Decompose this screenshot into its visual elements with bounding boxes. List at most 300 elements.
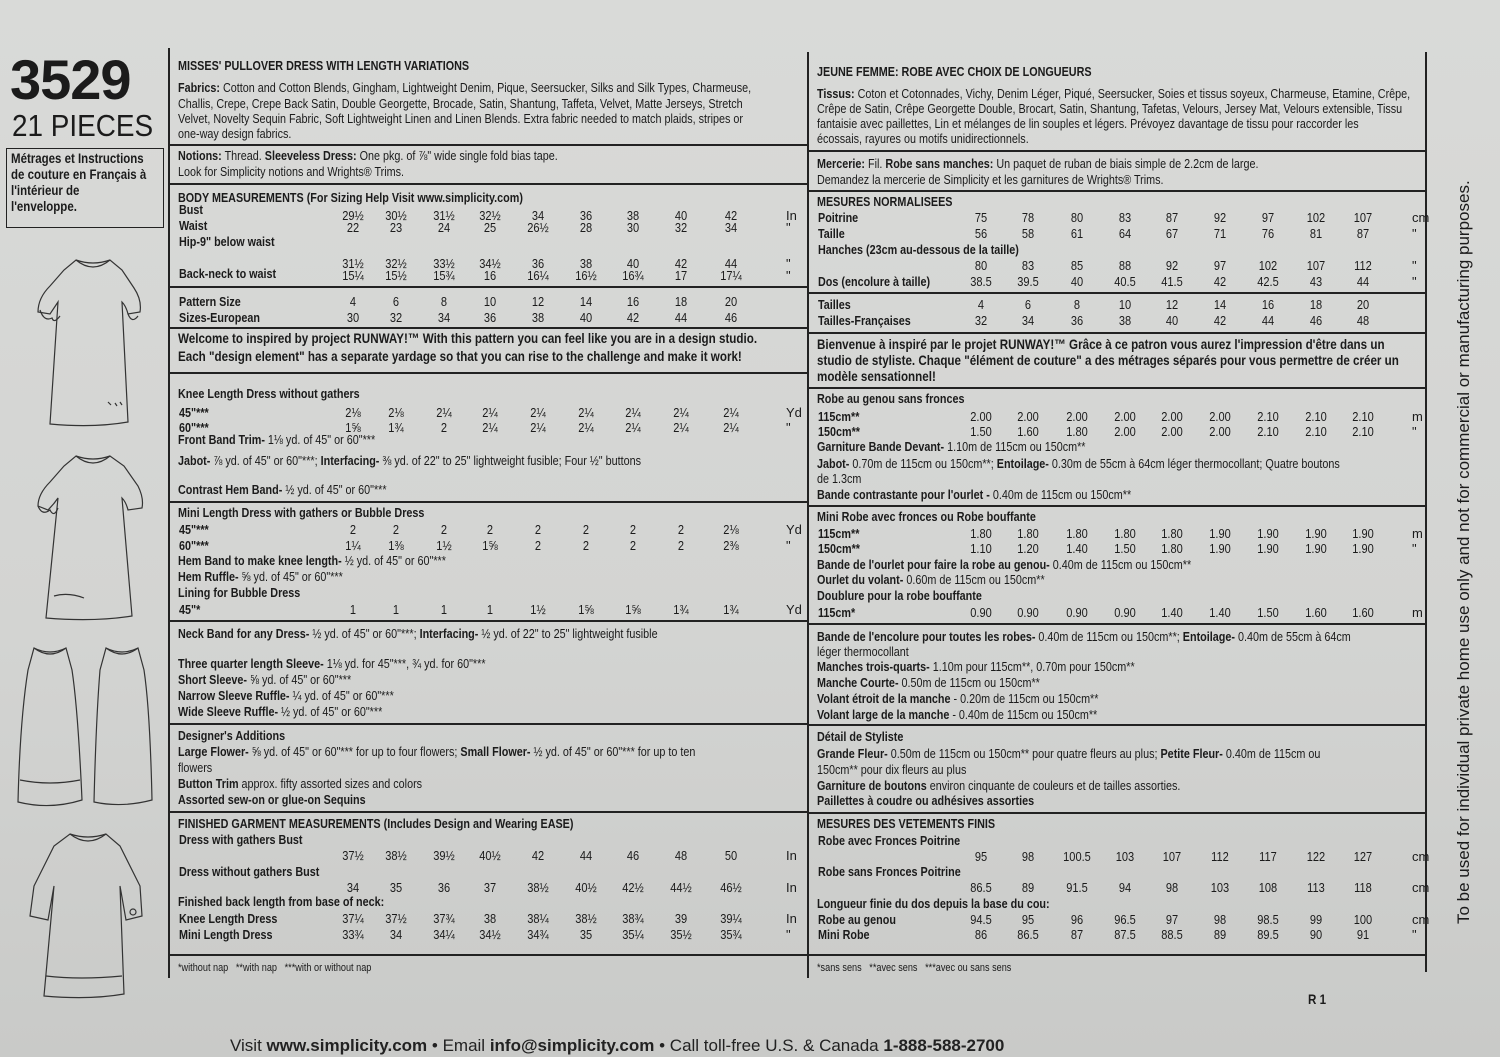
table-cell: 58 bbox=[1021, 226, 1035, 241]
table-cell: 2.00 bbox=[1209, 424, 1231, 439]
table-cell: 95 bbox=[1021, 912, 1035, 927]
table-cell: 1.50 bbox=[1257, 605, 1279, 620]
table-cell: 92 bbox=[1213, 210, 1227, 225]
row-label: 150cm** bbox=[818, 541, 861, 556]
french-footnote: *sans sens **avec sens ***avec ou sans sens bbox=[817, 962, 1012, 974]
designer-line: Button Trim approx. fifty assorted sizes and colors bbox=[178, 776, 423, 791]
table-cell: 6 bbox=[1024, 297, 1032, 312]
table-cell: 34 bbox=[437, 310, 451, 325]
row-label: Sizes-European bbox=[179, 310, 260, 325]
row-label: Dress with gathers Bust bbox=[179, 832, 303, 847]
table-cell: 1.90 bbox=[1209, 541, 1231, 556]
table-cell: 2.10 bbox=[1305, 424, 1327, 439]
bienvenue-text: studio de styliste. Chaque "élément de couture" a des métrages séparés pour vous permettre de créer un bbox=[817, 352, 1399, 368]
longueur-heading: Longueur finie du dos depuis la base du cou: bbox=[817, 896, 1050, 911]
table-cell: 14 bbox=[1213, 297, 1227, 312]
table-cell: 87.5 bbox=[1114, 927, 1136, 942]
table-cell: 16½ bbox=[575, 268, 597, 283]
divider bbox=[1425, 52, 1427, 972]
table-cell: 16 bbox=[1261, 297, 1275, 312]
table-cell: 2¼ bbox=[673, 405, 689, 420]
table-cell: 2.10 bbox=[1352, 409, 1374, 424]
manche-line: Volant large de la manche - 0.40m de 115cm ou 150cm** bbox=[817, 707, 1098, 722]
table-cell: 44 bbox=[1261, 313, 1275, 328]
table-cell: 2 bbox=[534, 522, 542, 537]
table-cell: 42 bbox=[1213, 313, 1227, 328]
table-cell: 16¾ bbox=[622, 268, 644, 283]
table-cell: 34 bbox=[724, 220, 738, 235]
welcome-text: Each "design element" has a separate yardage so that you can rise to the challenge and make it work! bbox=[178, 348, 742, 364]
table-cell: 2 bbox=[677, 522, 685, 537]
table-cell: 2 bbox=[629, 522, 637, 537]
encolure-text: Bande de l'encolure pour toutes les robes- 0.40m de 115cm ou 150cm**; Entoilage- 0.40m de 55cm à 64cm bbox=[817, 629, 1351, 644]
table-cell: 87 bbox=[1165, 210, 1179, 225]
table-cell: 2 bbox=[629, 538, 637, 553]
detail-line: Grande Fleur- 0.50m de 115cm ou 150cm** pour quatre fleurs au plus; Petite Fleur- 0.40m de 115cm ou bbox=[817, 746, 1321, 761]
row-label: Knee Length Dress bbox=[179, 911, 278, 926]
table-cell: 32½ bbox=[385, 256, 407, 271]
table-cell: 98 bbox=[1021, 849, 1035, 864]
bienvenue-text: modèle sensationnel! bbox=[817, 368, 936, 384]
unit-label: " bbox=[786, 420, 791, 435]
revision-code: R 1 bbox=[1308, 991, 1327, 1007]
divider bbox=[170, 286, 807, 288]
table-cell: 103 bbox=[1115, 849, 1135, 864]
tissus-text: écossais, rayures ou motifs unidirectionnels. bbox=[817, 131, 1029, 146]
detail-line: Paillettes à coudre ou adhésives assorties bbox=[817, 793, 1035, 808]
table-cell: 2¼ bbox=[625, 405, 641, 420]
phone-number[interactable]: 1-888-588-2700 bbox=[883, 1036, 1005, 1055]
table-cell: 25 bbox=[483, 220, 497, 235]
table-cell: 1.60 bbox=[1352, 605, 1374, 620]
table-cell: 40 bbox=[626, 256, 640, 271]
table-cell: 97 bbox=[1213, 258, 1227, 273]
fabrics-text: one-way design fabrics. bbox=[178, 126, 292, 141]
table-cell: 2.00 bbox=[1114, 409, 1136, 424]
table-cell: 1.80 bbox=[1066, 526, 1088, 541]
table-cell: 64 bbox=[1118, 226, 1132, 241]
table-cell: 38½ bbox=[575, 911, 597, 926]
table-cell: 88.5 bbox=[1161, 927, 1183, 942]
bande-contrastante-text: Bande contrastante pour l'ourlet - 0.40m de 115cm ou 150cm** bbox=[817, 487, 1132, 502]
table-cell: 1⅝ bbox=[482, 538, 498, 553]
table-cell: 1¾ bbox=[388, 420, 404, 435]
table-cell: 2 bbox=[534, 538, 542, 553]
genou-heading: Robe au genou sans fronces bbox=[817, 391, 965, 406]
unit-label: " bbox=[786, 927, 791, 942]
divider bbox=[809, 292, 1425, 294]
usage-restriction-note: To be used for individual private home use only and not for commercial or manufacturing purposes. bbox=[1454, 180, 1473, 924]
table-cell: 4 bbox=[977, 297, 985, 312]
table-cell: 67 bbox=[1165, 226, 1179, 241]
row-label: Hip-9" below waist bbox=[179, 234, 275, 249]
notions-text: Notions: Thread. Sleeveless Dress: One pkg. of ⅞" wide single fold bias tape. bbox=[178, 148, 558, 163]
unit-label: Yd bbox=[786, 522, 802, 537]
english-title: MISSES' PULLOVER DRESS WITH LENGTH VARIATIONS bbox=[178, 58, 470, 73]
table-cell: 98 bbox=[1213, 912, 1227, 927]
table-cell: 1.80 bbox=[1066, 424, 1088, 439]
table-cell: 38 bbox=[483, 911, 497, 926]
table-cell: 28 bbox=[579, 220, 593, 235]
encolure-text: léger thermocollant bbox=[817, 644, 909, 659]
table-cell: 100 bbox=[1353, 912, 1373, 927]
row-label: Robe au genou bbox=[818, 912, 896, 927]
table-cell: 38 bbox=[626, 208, 640, 223]
table-cell: 34½ bbox=[479, 256, 501, 271]
table-cell: 44½ bbox=[670, 880, 692, 895]
pieces-count: 21 PIECES bbox=[12, 108, 154, 143]
garniture-text: Garniture Bande Devant- 1.10m de 115cm ou 150cm** bbox=[817, 439, 1086, 454]
tissus-text: Tissus: Coton et Cotonnades, Vichy, Denim Léger, Piqué, Seersucker, Soies et tissus soyeux, Charmeuse, Etamine, Crêpe, bbox=[817, 86, 1411, 101]
table-cell: 8 bbox=[1073, 297, 1081, 312]
table-cell: 42 bbox=[674, 256, 688, 271]
table-cell: 2.00 bbox=[1114, 424, 1136, 439]
unit-label: Yd bbox=[786, 405, 802, 420]
table-cell: 36 bbox=[579, 208, 593, 223]
table-cell: 2.10 bbox=[1257, 409, 1279, 424]
row-label: 115cm** bbox=[818, 409, 860, 424]
table-cell: 92 bbox=[1165, 258, 1179, 273]
unit-label: m bbox=[1412, 526, 1423, 541]
table-cell: 1½ bbox=[530, 602, 546, 617]
pattern-number: 3529 bbox=[10, 48, 131, 111]
row-label: Robe avec Fronces Poitrine bbox=[818, 833, 961, 848]
table-cell: 112 bbox=[1354, 258, 1372, 273]
table-cell: 118 bbox=[1354, 880, 1372, 895]
table-cell: 2.10 bbox=[1257, 424, 1279, 439]
table-cell: 1.90 bbox=[1209, 526, 1231, 541]
table-cell: 39¼ bbox=[720, 911, 742, 926]
table-cell: 37¾ bbox=[433, 911, 455, 926]
table-cell: 108 bbox=[1258, 880, 1278, 895]
sleeve-line: Narrow Sleeve Ruffle- ¼ yd. of 45" or 60"*** bbox=[178, 688, 394, 703]
table-cell: 40 bbox=[1165, 313, 1179, 328]
table-cell: 33½ bbox=[433, 256, 455, 271]
ourlet-volant-text: Ourlet du volant- 0.60m de 115cm ou 150cm** bbox=[817, 572, 1045, 587]
dress-sketch-3 bbox=[10, 640, 165, 820]
table-cell: 22 bbox=[346, 220, 360, 235]
table-cell: 23 bbox=[389, 220, 403, 235]
email-link[interactable]: info@simplicity.com bbox=[489, 1036, 655, 1055]
table-cell: 1.80 bbox=[1114, 526, 1136, 541]
table-cell: 2.00 bbox=[1161, 424, 1183, 439]
table-cell: 2⅜ bbox=[723, 538, 739, 553]
table-cell: 35¾ bbox=[720, 927, 742, 942]
designer-heading: Designer's Additions bbox=[178, 728, 286, 743]
table-cell: 88 bbox=[1118, 258, 1132, 273]
table-cell: 2¼ bbox=[482, 405, 498, 420]
jabot-fr-text: de 1.3cm bbox=[817, 471, 862, 486]
table-cell: 16¼ bbox=[527, 268, 549, 283]
table-cell: 2¼ bbox=[578, 405, 594, 420]
notions-text: Look for Simplicity notions and Wrights® Trims. bbox=[178, 164, 405, 179]
table-cell: 31½ bbox=[342, 256, 364, 271]
table-cell: 76 bbox=[1261, 226, 1275, 241]
table-cell: 42 bbox=[531, 848, 545, 863]
back-length-heading: Finished back length from base of neck: bbox=[178, 894, 385, 909]
row-label: 60"*** bbox=[179, 420, 209, 435]
table-cell: 32 bbox=[389, 310, 403, 325]
table-cell: 1.40 bbox=[1066, 541, 1088, 556]
table-cell: 2.00 bbox=[970, 409, 992, 424]
table-cell: 75 bbox=[974, 210, 988, 225]
row-label: Dress without gathers Bust bbox=[179, 864, 320, 879]
table-cell: 89.5 bbox=[1257, 927, 1279, 942]
table-cell: 38.5 bbox=[970, 274, 992, 289]
table-cell: 1⅝ bbox=[345, 420, 361, 435]
table-cell: 34 bbox=[531, 208, 545, 223]
table-cell: 36 bbox=[483, 310, 497, 325]
table-cell: 86 bbox=[974, 927, 988, 942]
table-cell: 89 bbox=[1021, 880, 1035, 895]
table-cell: 2¼ bbox=[530, 405, 546, 420]
table-cell: 103 bbox=[1210, 880, 1230, 895]
unit-label: " bbox=[1412, 274, 1417, 289]
divider bbox=[809, 724, 1425, 726]
unit-label: cm bbox=[1412, 849, 1430, 864]
divider bbox=[168, 48, 170, 978]
table-cell: 35 bbox=[579, 927, 593, 942]
table-cell: 26½ bbox=[527, 220, 549, 235]
unit-label: " bbox=[786, 268, 791, 283]
divider bbox=[170, 183, 807, 185]
table-cell: 32 bbox=[674, 220, 688, 235]
manche-line: Manche Courte- 0.50m de 115cm ou 150cm** bbox=[817, 675, 1040, 690]
table-cell: 16 bbox=[626, 294, 640, 309]
table-cell: 30 bbox=[346, 310, 360, 325]
table-cell: 1.80 bbox=[1161, 526, 1183, 541]
table-cell: 44 bbox=[724, 256, 738, 271]
finished-heading: FINISHED GARMENT MEASUREMENTS (Includes Design and Wearing EASE) bbox=[178, 816, 574, 831]
table-cell: 2⅛ bbox=[723, 522, 739, 537]
table-cell: 34 bbox=[346, 880, 360, 895]
table-cell: 2⅛ bbox=[345, 405, 361, 420]
table-cell: 42 bbox=[626, 310, 640, 325]
unit-label: Yd bbox=[786, 602, 802, 617]
row-label: 45"*** bbox=[179, 522, 209, 537]
table-cell: 1.50 bbox=[970, 424, 992, 439]
table-cell: 1.40 bbox=[1209, 605, 1231, 620]
table-cell: 48 bbox=[674, 848, 688, 863]
row-label: Pattern Size bbox=[179, 294, 241, 309]
table-cell: 38 bbox=[1118, 313, 1132, 328]
table-cell: 46½ bbox=[720, 880, 742, 895]
row-label: Bust bbox=[179, 202, 203, 217]
table-cell: 44 bbox=[674, 310, 688, 325]
unit-label: " bbox=[786, 220, 791, 235]
table-cell: 86.5 bbox=[970, 880, 992, 895]
unit-label: In bbox=[786, 911, 797, 926]
unit-label: cm bbox=[1412, 912, 1430, 927]
row-label: 150cm** bbox=[818, 424, 861, 439]
doublure-heading: Doublure pour la robe bouffante bbox=[817, 588, 982, 603]
lining-heading: Lining for Bubble Dress bbox=[178, 585, 301, 600]
table-cell: 107 bbox=[1162, 849, 1182, 864]
table-cell: 35¼ bbox=[622, 927, 644, 942]
table-cell: 38 bbox=[531, 310, 545, 325]
table-cell: 112 bbox=[1211, 849, 1229, 864]
row-label: Mini Robe bbox=[818, 927, 870, 942]
table-cell: 36 bbox=[437, 880, 451, 895]
body-measurements-heading: BODY MEASUREMENTS (For Sizing Help Visit www.simplicity.com) bbox=[178, 190, 523, 205]
table-cell: 46 bbox=[1309, 313, 1323, 328]
table-cell: 48 bbox=[1356, 313, 1370, 328]
divider bbox=[809, 387, 1425, 389]
manche-line: Volant étroit de la manche - 0.20m de 115cm ou 150cm** bbox=[817, 691, 1099, 706]
table-cell: 34¼ bbox=[433, 927, 455, 942]
designer-line: Large Flower- ⅝ yd. of 45" or 60"*** for up to four flowers; Small Flower- ½ yd. of 45" or 60"*** for up to ten bbox=[178, 744, 696, 759]
table-cell: 1.20 bbox=[1017, 541, 1039, 556]
table-cell: 2¼ bbox=[436, 405, 452, 420]
table-cell: 1 bbox=[392, 602, 400, 617]
fabrics-text: Challis, Crepe, Crepe Back Satin, Double Georgette, Brocade, Satin, Shantung, Taffeta, Velvet, Matte Jerseys, Stretch bbox=[178, 96, 743, 111]
table-cell: 2⅛ bbox=[388, 405, 404, 420]
row-label: Tailles bbox=[818, 297, 851, 312]
table-cell: 2¼ bbox=[530, 420, 546, 435]
table-cell: 94 bbox=[1118, 880, 1132, 895]
table-cell: 2 bbox=[349, 522, 357, 537]
unit-label: In bbox=[786, 208, 797, 223]
table-cell: 14 bbox=[579, 294, 593, 309]
table-cell: 71 bbox=[1213, 226, 1227, 241]
table-cell: 34½ bbox=[479, 927, 501, 942]
table-cell: 33¾ bbox=[342, 927, 364, 942]
hem-ruffle-text: Hem Ruffle- ⅝ yd. of 45" or 60"*** bbox=[178, 569, 343, 584]
bande-ourlet-text: Bande de l'ourlet pour faire la robe au genou- 0.40m de 115cm ou 150cm** bbox=[817, 557, 1192, 572]
table-cell: 39 bbox=[674, 911, 688, 926]
sleeve-line: Wide Sleeve Ruffle- ½ yd. of 45" or 60"*** bbox=[178, 704, 383, 719]
table-cell: 1⅝ bbox=[625, 602, 641, 617]
divider bbox=[170, 620, 807, 622]
table-cell: 39½ bbox=[433, 848, 455, 863]
mercerie-text: Demandez la mercerie de Simplicity et les garnitures de Wrights® Trims. bbox=[817, 172, 1164, 187]
table-cell: 2.10 bbox=[1305, 409, 1327, 424]
table-cell: 39.5 bbox=[1017, 274, 1039, 289]
table-cell: 0.90 bbox=[970, 605, 992, 620]
table-cell: 20 bbox=[1356, 297, 1370, 312]
table-cell: 38½ bbox=[385, 848, 407, 863]
table-cell: 1⅝ bbox=[578, 602, 594, 617]
table-cell: 41.5 bbox=[1161, 274, 1183, 289]
unit-label: " bbox=[1412, 927, 1417, 942]
front-band-text: Front Band Trim- 1⅛ yd. of 45" or 60"*** bbox=[178, 432, 376, 447]
table-cell: 2 bbox=[440, 420, 448, 435]
french-instructions-note: Métrages et Instructions de couture en Français à l'intérieur de l'enveloppe. bbox=[6, 148, 164, 228]
table-cell: 1.50 bbox=[1114, 541, 1136, 556]
unit-label: " bbox=[786, 256, 791, 271]
table-cell: 15¾ bbox=[433, 268, 455, 283]
footer-contact: Visit www.simplicity.com • Email info@simplicity.com • Call toll-free U.S. & Canada 1-888-588-2700 bbox=[230, 1036, 1005, 1055]
table-cell: 117 bbox=[1259, 849, 1277, 864]
row-label: Waist bbox=[179, 218, 208, 233]
sleeve-line: Three quarter length Sleeve- 1⅛ yd. for 45"***, ¾ yd. for 60"*** bbox=[178, 656, 486, 671]
table-cell: 100.5 bbox=[1063, 849, 1091, 864]
table-cell: 1¾ bbox=[723, 602, 739, 617]
table-cell: 18 bbox=[1309, 297, 1323, 312]
unit-label: m bbox=[1412, 605, 1423, 620]
table-cell: 1.90 bbox=[1257, 541, 1279, 556]
unit-label: " bbox=[1412, 258, 1417, 273]
table-cell: 1¼ bbox=[345, 538, 361, 553]
table-cell: 36 bbox=[531, 256, 545, 271]
knee-heading: Knee Length Dress without gathers bbox=[178, 386, 360, 401]
table-cell: 38 bbox=[579, 256, 593, 271]
table-cell: 2¼ bbox=[482, 420, 498, 435]
table-cell: 40 bbox=[579, 310, 593, 325]
designer-line: Assorted sew-on or glue-on Sequins bbox=[178, 792, 366, 807]
table-cell: 36 bbox=[1070, 313, 1084, 328]
table-cell: 2¼ bbox=[625, 420, 641, 435]
unit-label: " bbox=[1412, 424, 1417, 439]
table-cell: 2 bbox=[677, 538, 685, 553]
table-cell: 2 bbox=[392, 522, 400, 537]
divider bbox=[170, 811, 807, 813]
table-cell: 17 bbox=[674, 268, 688, 283]
table-cell: 61 bbox=[1070, 226, 1084, 241]
table-cell: 2.00 bbox=[1209, 409, 1231, 424]
table-cell: 122 bbox=[1306, 849, 1326, 864]
mini-heading: Mini Length Dress with gathers or Bubble Dress bbox=[178, 505, 425, 520]
table-cell: 34 bbox=[389, 927, 403, 942]
table-cell: 32 bbox=[974, 313, 988, 328]
table-cell: 1.80 bbox=[1161, 541, 1183, 556]
table-cell: 38¼ bbox=[527, 911, 549, 926]
table-cell: 2¼ bbox=[578, 420, 594, 435]
unit-label: " bbox=[1412, 226, 1417, 241]
table-cell: 35 bbox=[389, 880, 403, 895]
table-cell: 102 bbox=[1306, 210, 1326, 225]
row-label: Hanches (23cm au-dessous de la taille) bbox=[818, 242, 1019, 257]
row-label: 60"*** bbox=[179, 538, 209, 553]
table-cell: 29½ bbox=[342, 208, 364, 223]
table-cell: 10 bbox=[483, 294, 497, 309]
table-cell: 12 bbox=[531, 294, 545, 309]
table-cell: 1.60 bbox=[1305, 605, 1327, 620]
unit-label: " bbox=[1412, 541, 1417, 556]
table-cell: 37¼ bbox=[342, 911, 364, 926]
row-label: Tailles-Françaises bbox=[818, 313, 911, 328]
table-cell: 37½ bbox=[385, 911, 407, 926]
table-cell: 1.40 bbox=[1161, 605, 1183, 620]
table-cell: 90 bbox=[1309, 927, 1323, 942]
jabot-fr-text: Jabot- 0.70m de 115cm ou 150cm**; Entoilage- 0.30m de 55cm à 64cm léger thermocollant; Quatre boutons bbox=[817, 456, 1340, 471]
table-cell: 42 bbox=[1213, 274, 1227, 289]
detail-line: 150cm** pour dix fleurs au plus bbox=[817, 762, 967, 777]
table-cell: 89 bbox=[1213, 927, 1227, 942]
english-footnote: *without nap **with nap ***with or without nap bbox=[178, 962, 372, 974]
jabot-text: Jabot- ⅞ yd. of 45" or 60"***; Interfacing- ⅜ yd. of 22" to 25" lightweight fusible; Four ½" buttons bbox=[178, 453, 642, 468]
table-cell: 1.80 bbox=[970, 526, 992, 541]
bienvenue-text: Bienvenue à inspiré par le projet RUNWAY!™ Grâce à ce patron vous aurez l'impression d'être dans un bbox=[817, 336, 1385, 352]
table-cell: 6 bbox=[392, 294, 400, 309]
divider bbox=[170, 723, 807, 725]
divider bbox=[809, 505, 1425, 507]
table-cell: 94.5 bbox=[970, 912, 992, 927]
fabrics-text: Velvet, Novelty Sequin Fabric, Soft Lightweight Linen and Linen Blends. Extra fabric needed to match plaids, stripes or bbox=[178, 111, 744, 126]
table-cell: 56 bbox=[974, 226, 988, 241]
divider bbox=[809, 623, 1425, 625]
row-label: 45"* bbox=[179, 602, 201, 617]
table-cell: 1⅜ bbox=[388, 538, 404, 553]
fabrics-text: Fabrics: Cotton and Cotton Blends, Gingham, Lightweight Denim, Pique, Seersucker, Silks and Silk Types, Charmeuse, bbox=[178, 80, 752, 95]
table-cell: 42.5 bbox=[1257, 274, 1279, 289]
table-cell: 1.90 bbox=[1305, 526, 1327, 541]
table-cell: 37 bbox=[483, 880, 497, 895]
website-link[interactable]: www.simplicity.com bbox=[266, 1036, 428, 1055]
row-label: Back-neck to waist bbox=[179, 266, 277, 281]
table-cell: 87 bbox=[1070, 927, 1084, 942]
table-cell: 42 bbox=[724, 208, 738, 223]
